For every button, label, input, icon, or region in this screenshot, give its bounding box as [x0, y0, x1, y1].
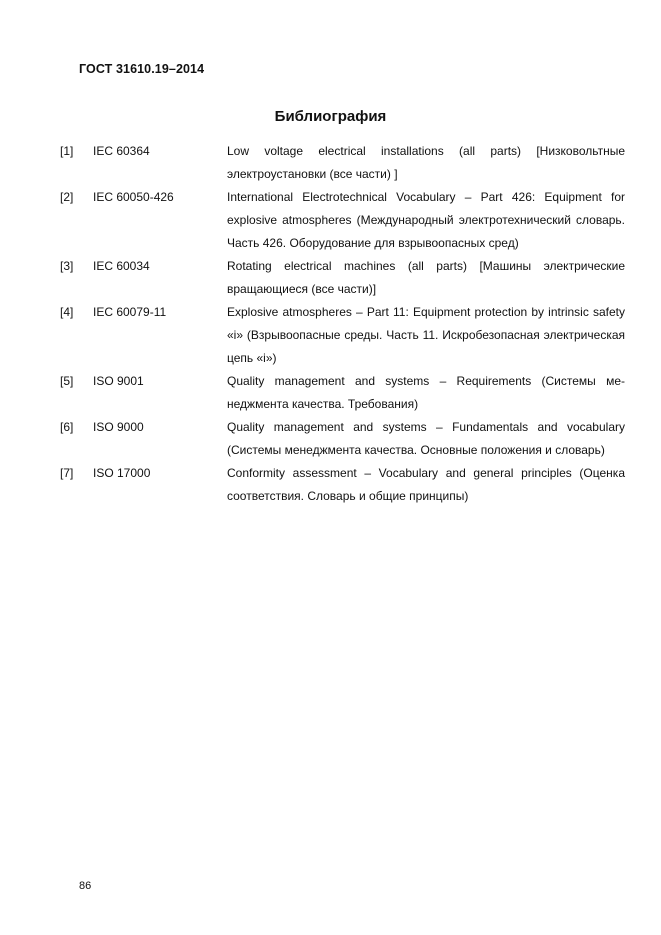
entry-title: Explosive atmospheres – Part 11: Equipment protection by intrinsic safety «i» (Взрывоопасные среды. Часть 11. Искробезопасная электрическая цепь «i»): [227, 305, 625, 365]
entry-number: [1]: [60, 144, 74, 158]
entry-standard-code: IEC 60050-426: [93, 190, 174, 204]
entry-number: [3]: [60, 259, 74, 273]
bibliography-entry-1: [60, 140, 625, 186]
entry-title: Low voltage electrical installations (all parts) [Низковольтные электроустановки (все части) ]: [227, 144, 625, 181]
bibliography-entry-5: [60, 370, 625, 416]
entry-number: [7]: [60, 466, 74, 480]
document-code: ГОСТ 31610.19–2014: [79, 62, 205, 76]
entry-standard-code: ISO 9000: [93, 420, 144, 434]
entry-number: [6]: [60, 420, 74, 434]
bibliography-list: [60, 140, 625, 508]
entry-title: International Electrotechnical Vocabulary – Part 426: Equipment for explosive atmospheres (Международный электротехнический словарь. Часть 426. Оборудование для взрывоопасных сред): [227, 190, 625, 250]
entry-title: Quality management and systems – Requirements (Системы менеджмента качества. Требования): [227, 374, 625, 411]
page-number: 86: [79, 880, 92, 892]
entry-standard-code: ISO 9001: [93, 374, 144, 388]
bibliography-entry-7: [60, 462, 625, 508]
entry-number: [2]: [60, 190, 74, 204]
entry-standard-code: IEC 60034: [93, 259, 150, 273]
entry-standard-code: ISO 17000: [93, 466, 151, 480]
bibliography-entry-2: [60, 186, 625, 255]
entry-number: [5]: [60, 374, 74, 388]
entry-number: [4]: [60, 305, 74, 319]
entry-title: Rotating electrical machines (all parts) [Машины электрические вращающиеся (все части)]: [227, 259, 625, 296]
bibliography-entry-4: [60, 301, 625, 370]
entry-title: Quality management and systems – Fundamentals and vocabulary (Системы менеджмента качества. Основные положения и словарь): [227, 420, 625, 457]
entry-title: Conformity assessment – Vocabulary and general principles (Оценка соответствия. Словарь и общие принципы): [227, 466, 625, 503]
entry-standard-code: IEC 60079-11: [93, 305, 167, 319]
entry-standard-code: IEC 60364: [93, 144, 150, 158]
page-title: Библиография: [274, 108, 387, 125]
bibliography-entry-6: [60, 416, 625, 462]
bibliography-entry-3: [60, 255, 625, 301]
